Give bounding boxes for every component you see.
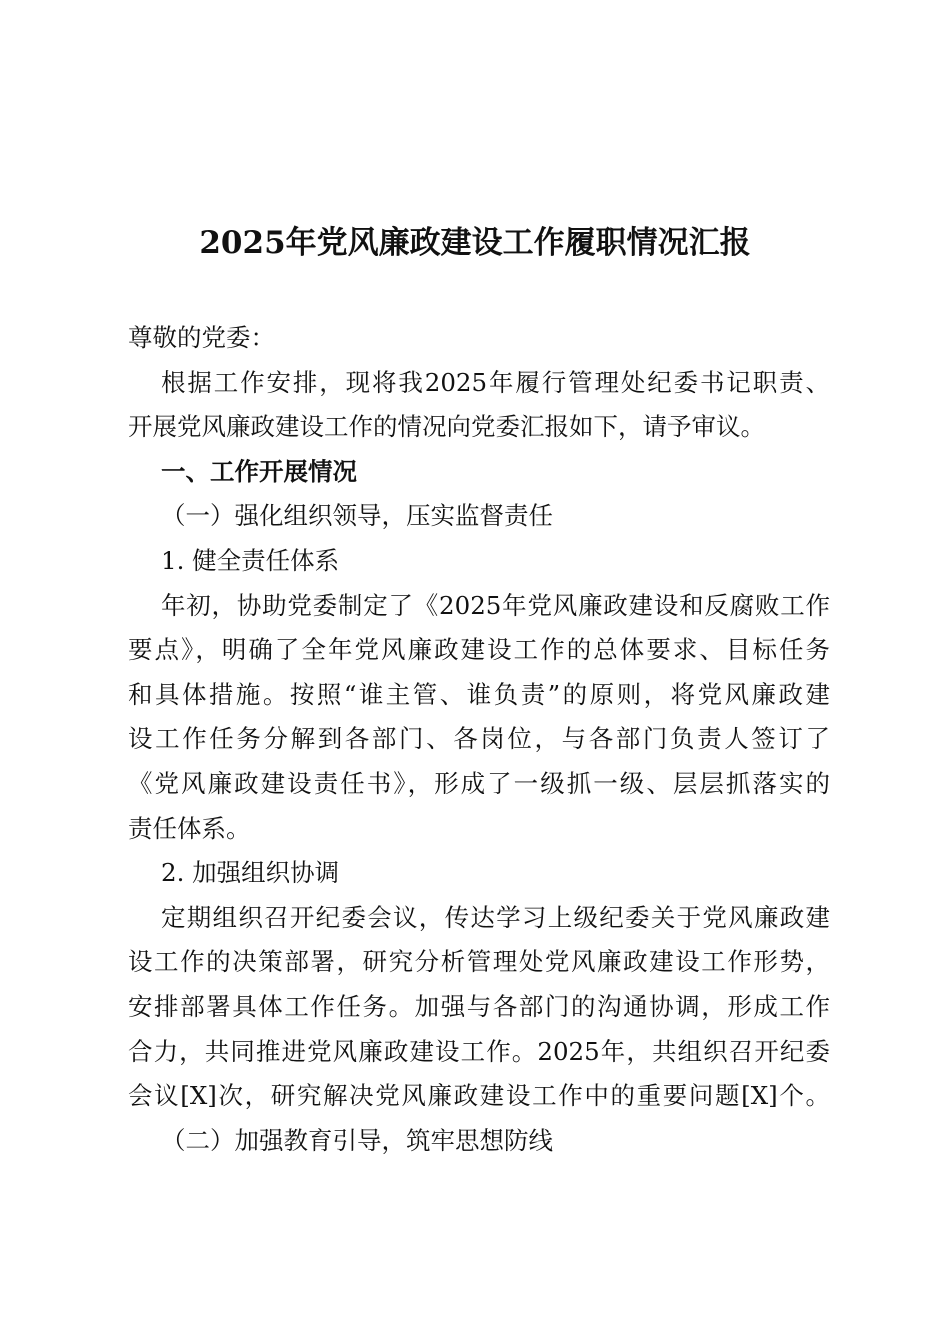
intro-line: 开展党风廉政建设工作的情况向党委汇报如下，请予审议。: [128, 412, 765, 442]
paragraph-line: 年初，协助党委制定了《2025年党风廉政建设和反腐败工作: [161, 590, 830, 620]
document-title: 2025年党风廉政建设工作履职情况汇报: [199, 225, 751, 261]
paragraph-line: 设工作的决策部署，研究分析管理处党风廉政建设工作形势，: [128, 947, 830, 977]
paragraph-line: 会议[X]次，研究解决党风廉政建设工作中的重要问题[X]个。: [128, 1081, 830, 1111]
paragraph-line: 和具体措施。按照“谁主管、谁负责”的原则，将党风廉政建: [128, 679, 830, 709]
paragraph-line: 设工作任务分解到各部门、各岗位，与各部门负责人签订了: [128, 724, 830, 754]
intro-line: 根据工作安排，现将我2025年履行管理处纪委书记职责、: [161, 367, 830, 397]
paragraph-line: 《党风廉政建设责任书》，形成了一级抓一级、层层抓落实的: [128, 768, 830, 798]
paragraph-line: 定期组织召开纪委会议，传达学习上级纪委关于党风廉政建: [161, 902, 830, 932]
paragraph-line: 责任体系。: [128, 813, 251, 843]
salutation: 尊敬的党委：: [128, 323, 275, 352]
paragraph-line: 要点》，明确了全年党风廉政建设工作的总体要求、目标任务: [128, 635, 830, 665]
paragraph-line: 安排部署具体工作任务。加强与各部门的沟通协调，形成工作: [128, 991, 830, 1021]
item-heading: 2. 加强组织协调: [161, 858, 340, 888]
document-body: [128, 316, 830, 1163]
paragraph-line: 合力，共同推进党风廉政建设工作。2025年，共组织召开纪委: [128, 1036, 830, 1066]
item-heading: 1. 健全责任体系: [161, 545, 340, 575]
subsection-heading: （一）强化组织领导，压实监督责任: [161, 501, 553, 531]
section-heading: 一、工作开展情况: [161, 456, 357, 486]
subsection-heading: （二）加强教育引导，筑牢思想防线: [161, 1125, 553, 1155]
